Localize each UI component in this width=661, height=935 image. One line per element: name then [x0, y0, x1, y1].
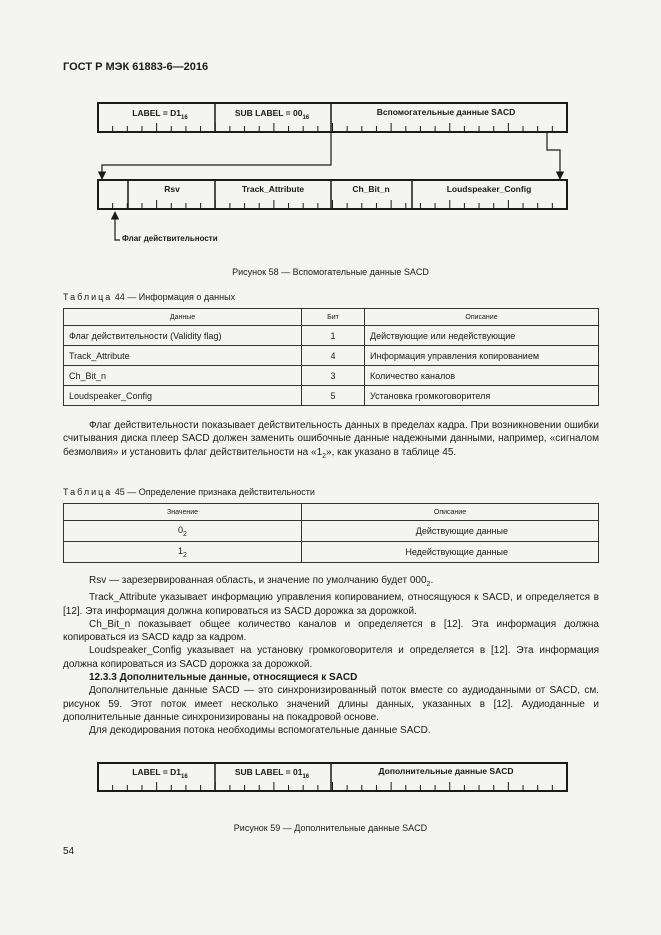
chbit-paragraph: Ch_Bit_n показывает общее количество каналов и определяется в [12]. Эта информация должна копироваться из SACD кадр за кадром. [63, 618, 599, 644]
table-45 [63, 503, 599, 563]
column-header: Бит [302, 309, 365, 326]
column-header: Описание [302, 504, 599, 521]
table-row: Ch_Bit_n 3 Количество каналов [64, 366, 599, 386]
table-row: $1_2$ Недействующие данные [64, 542, 599, 563]
table-row: Флаг действительности (Validity flag) 1 Действующие или недействующие [64, 326, 599, 346]
label-field: LABEL = $D1_{16}$ [132, 767, 188, 780]
figure-59-diagram [0, 755, 661, 800]
table-44-caption: Таблица 44 — Информация о данных [63, 292, 236, 302]
flag-pointer-arrow [115, 212, 120, 240]
rsv-field: Rsv [164, 184, 180, 194]
column-header: Данные [64, 309, 302, 326]
loudspeaker-paragraph: Loudspeaker_Config указывает на установку громкоговорителя и определяется в [12]. Эта информация должна копироваться из SACD дорожка за дорожкой. [63, 645, 599, 670]
body-text [63, 574, 599, 738]
bit-ticks [113, 200, 553, 209]
right-connector-arrow [547, 132, 560, 179]
loudspeaker-field: Loudspeaker_Config [446, 184, 532, 194]
table-44 [63, 308, 599, 406]
aux-data-field: Вспомогательные данные SACD [376, 107, 516, 117]
section-heading: 12.3.3 Дополнительные данные, относящиеся к SACD [89, 672, 358, 684]
supplementary-paragraph: Дополнительные данные SACD — это синхронизированный поток вместе со аудиоданными от SACD, см. рисунок 59. Этот поток имеет несколько значений длины данных, указанных в [12]. Аудиоданные и дополнительные данные синхронизированы на покадровой основе. [63, 685, 599, 723]
sub-label-field: SUB LABEL = $00_{16}$ [234, 108, 310, 121]
track-attribute-field: Track_Attribute [241, 184, 305, 194]
decode-paragraph: Для декодирования потока необходимы вспомогательные данные SACD. [89, 725, 431, 737]
table-row: Track_Attribute 4 Информация управления копированием [64, 346, 599, 366]
quadlet-bottom-row [98, 180, 567, 209]
left-connector-arrow [102, 132, 331, 179]
table-45-caption: Таблица 45 — Определение признака действительности [63, 487, 315, 497]
supp-data-field: Дополнительные данные SACD [378, 766, 514, 776]
ch-bit-field: Ch_Bit_n [352, 184, 390, 194]
document-header: ГОСТ Р МЭК 61883-6—2016 [63, 61, 209, 73]
column-header: Значение [64, 504, 302, 521]
bit-ticks [113, 123, 553, 132]
validity-paragraph: Флаг действительности показывает действительность данных в пределах кадра. При возникновении ошибки считывания диска плеер SACD должен заменить ошибочные данные надежными данными, например, «сигналом безмолвия» и установить флаг действительности на «$1_2$», как указано в таблице 45. [63, 420, 599, 460]
rsv-paragraph: Rsv — зарезервированная область, и значение по умолчанию будет $000_2$. [89, 575, 434, 588]
page-number: 54 [63, 846, 75, 857]
column-header: Описание [365, 309, 599, 326]
label-field: LABEL = $D1_{16}$ [132, 108, 188, 121]
table-row: $0_2$ Действующие данные [64, 521, 599, 542]
bit-ticks [113, 782, 553, 791]
figure-58-caption: Рисунок 58 — Вспомогательные данные SACD [232, 267, 429, 277]
sub-label-field: SUB LABEL = $01_{16}$ [234, 767, 310, 780]
quadlet-top-row [98, 103, 567, 132]
validity-flag-label: Флаг действительности [122, 234, 218, 243]
figure-58-diagram [0, 0, 661, 260]
track-paragraph: Track_Attribute указывает информацию управления копированием, относящуюся к SACD, и определяется в [12]. Эта информация должна копироваться из SACD дорожка за дорожкой. [63, 592, 599, 617]
figure-59-caption: Рисунок 59 — Дополнительные данные SACD [233, 823, 428, 833]
table-row: Loudspeaker_Config 5 Установка громкоговорителя [64, 386, 599, 406]
